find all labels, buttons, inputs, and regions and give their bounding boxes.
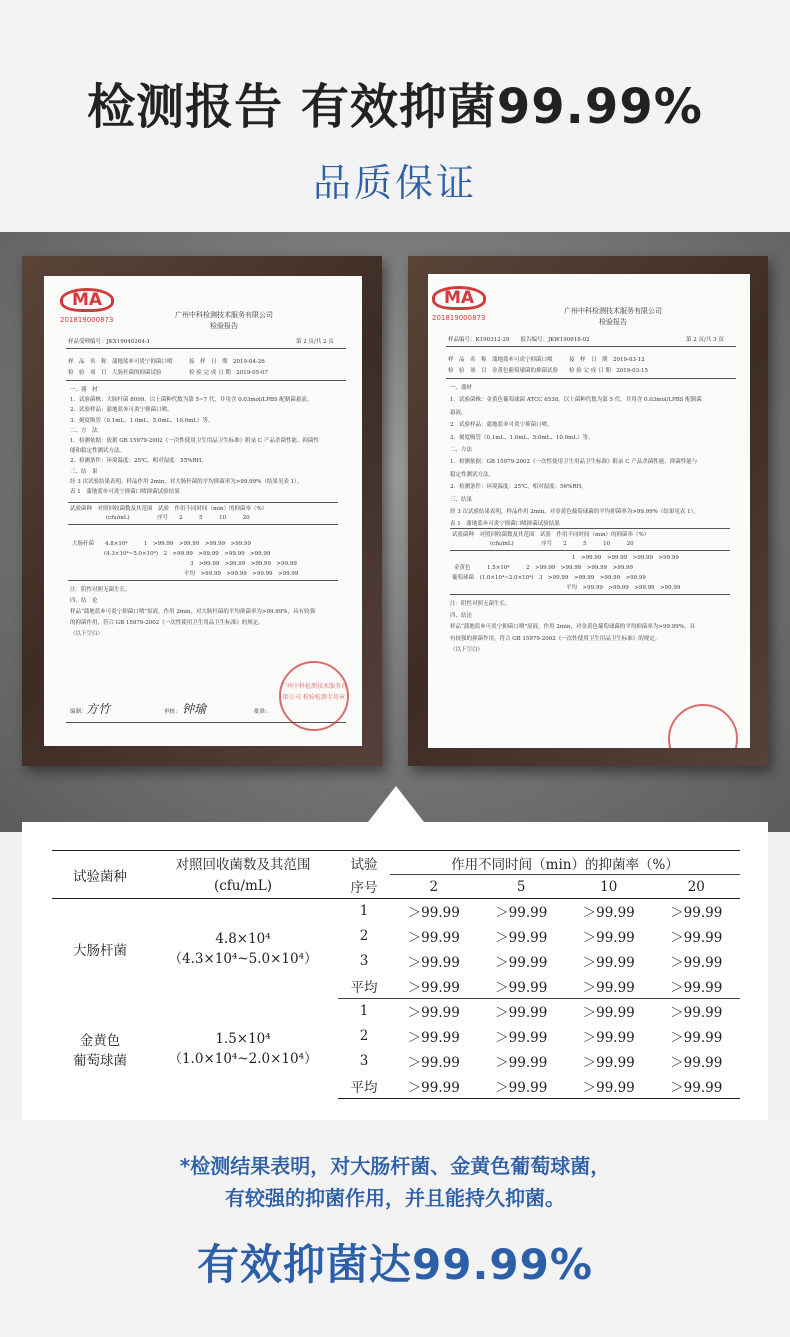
report-text-line: （以下空白） bbox=[450, 647, 484, 654]
signature-compiler: 方竹 bbox=[86, 702, 111, 716]
control-count bbox=[148, 899, 338, 999]
inhibition-rate: ＞99.99 bbox=[407, 1005, 460, 1022]
report-text-line: 2．试验样品：蒲地蓝®可炎宁抑菌口喷。 bbox=[450, 422, 553, 429]
ma-code: 201819000873 bbox=[432, 314, 486, 322]
inhibition-rate: ＞99.99 bbox=[670, 905, 723, 922]
report-text-line: 2．检测条件：环境温度：25℃，相对湿度：56%RH。 bbox=[450, 484, 587, 491]
report-text-line: （以下空白） bbox=[70, 631, 104, 637]
report-text-line: 样品“蒲地蓝®可炎宁抑菌口喷”原液，作用 2min，对金黄色葡萄球菌的平均抑菌率为>99.99%，具 bbox=[450, 624, 695, 631]
report-photo bbox=[0, 232, 790, 832]
inhibition-rate: ＞99.99 bbox=[495, 930, 548, 946]
inhibition-rate: ＞99.99 bbox=[582, 1055, 635, 1071]
inhibition-rate: ＞99.99 bbox=[407, 955, 460, 971]
inhibition-rate: ＞99.99 bbox=[407, 930, 460, 946]
col-control-unit: (cfu/mL) bbox=[148, 875, 338, 899]
signature-reviewer: 钟瑜 bbox=[182, 702, 207, 716]
inhibition-rate: ＞99.99 bbox=[670, 1005, 723, 1022]
inhibition-rate: ＞99.99 bbox=[670, 955, 723, 971]
inspection-stamp bbox=[668, 704, 738, 748]
table-row bbox=[52, 999, 740, 1024]
col-trial-header: 试验 bbox=[338, 851, 390, 875]
report-text-line: 注：阴性对照无菌生长。 bbox=[70, 587, 131, 593]
page-no: 第 2 页/共 3 页 bbox=[686, 337, 724, 343]
inspection-stamp: 广州中科检测技术服务有限公司 检验检测专用章 bbox=[279, 661, 349, 731]
inhibition-rate: ＞99.99 bbox=[582, 905, 635, 922]
inhibition-rate: ＞99.99 bbox=[495, 1005, 548, 1022]
control-count bbox=[148, 999, 338, 1099]
control-range: （4.3×10⁴~5.0×10⁴） bbox=[168, 950, 318, 967]
report-text-line: 悬液。 bbox=[450, 409, 467, 416]
results-table bbox=[52, 850, 740, 1099]
report-text-line: 四、结论 bbox=[450, 612, 473, 619]
inhibition-rate: ＞99.99 bbox=[670, 1030, 723, 1046]
inhibition-rate: ＞99.99 bbox=[495, 1055, 548, 1071]
strain-name-line: 葡萄球菌 bbox=[73, 1052, 127, 1069]
inhibition-rate: ＞99.99 bbox=[565, 974, 652, 999]
report-text-line: 1．检测依据：依据 GB 15979-2002《一次性使用卫生用品卫生标准》附录 C 产品杀菌性能、抑菌性 bbox=[70, 438, 319, 444]
report-text-line: 三、结 果 bbox=[70, 468, 98, 475]
bottom-banner bbox=[0, 1120, 790, 1337]
report-org: 广州中科检测技术服务有限公司 bbox=[564, 307, 662, 315]
inhibition-rate: ＞99.99 bbox=[652, 1074, 740, 1099]
strain-name-line: 大肠杆菌 bbox=[73, 942, 127, 959]
inhibition-rate: ＞99.99 bbox=[390, 1074, 477, 1099]
inhibition-rate: ＞99.99 bbox=[582, 955, 635, 971]
inhibition-rate: ＞99.99 bbox=[407, 1030, 460, 1046]
ma-logo: MA bbox=[60, 288, 114, 312]
report-doc-title: 检验报告 bbox=[599, 318, 627, 326]
inhibition-rate: ＞99.99 bbox=[582, 930, 635, 946]
time-header: 20 bbox=[652, 875, 740, 899]
report-text-line: 二、方法 bbox=[450, 447, 473, 453]
inhibition-rate: ＞99.99 bbox=[652, 974, 740, 999]
sample-no: 样品受理编号：JKX19040264-1 bbox=[68, 339, 151, 345]
strain-name bbox=[52, 899, 148, 999]
sample-row1: 样 品 名 称 蒲地蓝®可炎宁抑菌口喷 接 样 日 期 2019-03-12 bbox=[448, 357, 645, 363]
report-text-line: 一、器 材 bbox=[70, 387, 98, 393]
col-rate-header: 作用不同时间（min）的抑菌率（%） bbox=[390, 851, 740, 875]
inhibition-rate: ＞99.99 bbox=[495, 905, 548, 922]
col-strain-header: 试验菌种 bbox=[52, 851, 148, 899]
report-text-line: 稳定性测试方法。 bbox=[450, 471, 495, 478]
inhibition-rate: ＞99.99 bbox=[390, 974, 477, 999]
inhibition-rate: ＞99.99 bbox=[477, 1074, 564, 1099]
inhibition-rate: ＞99.99 bbox=[495, 1030, 548, 1046]
top-banner bbox=[0, 0, 790, 240]
control-value: 4.8×10⁴ bbox=[215, 930, 271, 947]
report-text-line: 能和稳定性测试方法。 bbox=[70, 448, 126, 455]
final-claim: 有效抑菌达99.99% bbox=[197, 1240, 593, 1289]
report-text-line: 表 1 蒲地蓝®可炎宁抑菌口喷抑菌试验结果 bbox=[70, 489, 180, 495]
sample-row1: 样 品 名 称 蒲地蓝®可炎宁抑菌口喷 接 样 日 期 2019-04-26 bbox=[68, 359, 265, 365]
page-subtitle: 品质保证 bbox=[312, 161, 477, 205]
inhibition-rate: ＞99.99 bbox=[670, 1055, 723, 1071]
ma-logo: MA bbox=[432, 286, 486, 310]
ma-code: 201819000873 bbox=[60, 316, 114, 324]
inhibition-rate: ＞99.99 bbox=[670, 930, 723, 946]
trial-no: 平均 bbox=[338, 974, 390, 999]
left-report-paper: MA 201819000873 广州中科检测技术服务有限公司 检验报告 样品受理编号：JKX19040264-1 第 2 页/共 2 页 样 品 名 称 蒲地蓝®可炎宁抑菌口喷 接 样 日 期 2019-04-26 检 验 项 目 大肠杆菌的抑菌试验 检 验 完 成 日 期 2019-05-07 试验菌种 对照回收菌数及其范围 试验 作用不同时间（min）的抑菌率（%） (cfu/mL) 序号 2 5 10 20 大肠杆菌 4.8×10⁴ 1 >99.99 >99.99 >99.99 >99.99 (4.3×10⁴~5.0×10⁴) 2 >99.99 >99.99 >99.99 >99.99 3 >99.99 >99.99 >99.99 >99.99 平均 >99.99 >99.99 >99.99 >99.99 广州中科检测技术服务有限公司 检验检测专用章 编制： 方竹 审核： 钟瑜 批准： 一、器 材 1．试验菌株：大肠杆菌 8099。以上菌种代数为第 5~7 代，并用含 0.03mol/LPBS 配制菌悬液。 2．试验样品：蒲地蓝®可炎宁抑菌口喷。 3．刻度吸管（0.1mL、1.0mL、5.0mL、10.0mL）等。 二、方 法 1．检测依据：依据 GB 15979-2002《一次性使用卫生用品卫生标准》附录 C 产品杀菌性能、抑菌性 能和稳定性测试方法。 2．检测条件：环境温度：25℃，相对湿度：55%RH。 三、结 果 经 3 次试验结果表明，样品作用 2min，对大肠杆菌的平均抑菌率为>99.99%（结果见表 1）。 表 1 蒲地蓝®可炎宁抑菌口喷抑菌试验结果 注：阴性对照无菌生长。 四、结 论 样品“蒲地蓝®可炎宁抑菌口喷”原液，作用 2min，对大肠杆菌的平均抑菌率为>99.99%，具有较强 的抑菌作用，符合 GB 15979-2002《一次性使用卫生用品卫生标准》的规定。 （以下空白） bbox=[44, 276, 362, 746]
time-header: 5 bbox=[477, 875, 564, 899]
trial-no: 2 bbox=[359, 1028, 369, 1044]
inhibition-rate: ＞99.99 bbox=[477, 974, 564, 999]
report-doc-title: 检验报告 bbox=[210, 322, 238, 330]
report-text-line: 2．试验样品：蒲地蓝®可炎宁抑菌口喷。 bbox=[70, 407, 173, 414]
trial-no: 3 bbox=[359, 1053, 369, 1069]
report-text-line: 样品“蒲地蓝®可炎宁抑菌口喷”原液，作用 2min，对大肠杆菌的平均抑菌率为>99.99%，具有较强 bbox=[70, 609, 315, 615]
control-value: 1.5×10⁴ bbox=[215, 1030, 271, 1047]
sample-no: 样品编号：K190312-29 报告编号：JKW190618-02 bbox=[448, 337, 590, 343]
col-control-header: 对照回收菌数及其范围 bbox=[148, 851, 338, 875]
report-text-line: 3．刻度吸管（0.1mL、1.0mL、5.0mL、10.0mL）等。 bbox=[70, 417, 214, 424]
table-row bbox=[52, 899, 740, 924]
trial-no: 1 bbox=[359, 1003, 369, 1020]
report-text-line: 有较强的抑菌作用，符合 GB 15979-2002《一次性使用卫生用品卫生标准》的规定。 bbox=[450, 635, 661, 642]
report-text-line: 四、结 论 bbox=[70, 598, 98, 604]
trial-no: 平均 bbox=[338, 1074, 390, 1099]
trial-no: 2 bbox=[359, 928, 369, 944]
trial-no: 3 bbox=[359, 953, 369, 969]
report-text-line: 注：阴性对照无菌生长。 bbox=[450, 601, 511, 607]
report-text-line: 1．试验菌株：金黄色葡萄球菌 ATCC 6538。以上菌种代数为第 5 代，并用含 0.03mol/LPBS 配制菌 bbox=[450, 397, 702, 404]
page-no: 第 2 页/共 2 页 bbox=[296, 339, 334, 345]
strain-name bbox=[52, 999, 148, 1099]
report-org: 广州中科检测技术服务有限公司 bbox=[175, 311, 273, 319]
report-text-line: 二、方 法 bbox=[70, 427, 98, 434]
control-range: （1.0×10⁴~2.0×10⁴） bbox=[168, 1050, 318, 1067]
report-text-line: 经 3 次试验结果表明，样品作用 2min，对大肠杆菌的平均抑菌率为>99.99%（结果见表 1）。 bbox=[70, 478, 303, 485]
inhibition-rate: ＞99.99 bbox=[582, 1005, 635, 1022]
right-report-paper: MA 201819000873 广州中科检测技术服务有限公司 检验报告 样品编号：K190312-29 报告编号：JKW190618-02 第 2 页/共 3 页 样 品 名 称 蒲地蓝®可炎宁抑菌口喷 接 样 日 期 2019-03-12 检 验 项 目 金黄色葡萄球菌的抑菌试验 检 验 完 成 日 期 2019-03-15 试验菌种 对照回收菌数及其范围 试验 作用不同时间（min）的抑菌率（%） (cfu/mL) 序号 2 5 10 20 1 >99.99 >99.99 >99.99 >99.99 金黄色 1.5×10⁴ 2 >99.99 >99.99 >99.99 >99.99 葡萄球菌 (1.0×10⁴~2.0×10⁴) 3 >99.99 >99.99 >99.99 >99.99 平均 >99.99 >99.99 >99.99 >99.99 一、器材 1．试验菌株：金黄色葡萄球菌 ATCC 6538。以上菌种代数为第 5 代，并用含 0.03mol/LPBS 配制菌 悬液。 2．试验样品：蒲地蓝®可炎宁抑菌口喷。 3．刻度吸管（0.1mL、1.0mL、5.0mL、10.0mL）等。 二、方法 1．检测依据：GB 15979-2002《一次性使用卫生用品卫生标准》附录 C 产品杀菌性能、抑菌性能与 稳定性测试方法。 2．检测条件：环境温度：25℃，相对湿度：56%RH。 三、结果 经 3 次试验结果表明，样品作用 2min，对金黄色葡萄球菌的平均抑菌率为>99.99%（结果见表 1）。 表 1 蒲地蓝®可炎宁抑菌口喷抑菌试验结果 注：阴性对照无菌生长。 四、结论 样品“蒲地蓝®可炎宁抑菌口喷”原液，作用 2min，对金黄色葡萄球菌的平均抑菌率为>99.99%，具 有较强的抑菌作用，符合 GB 15979-2002《一次性使用卫生用品卫生标准》的规定。 （以下空白） bbox=[428, 274, 750, 748]
callout-pointer bbox=[368, 786, 424, 822]
inhibition-rate: ＞99.99 bbox=[565, 1074, 652, 1099]
result-note-line1: *检测结果表明，对大肠杆菌、金黄色葡萄球菌， bbox=[179, 1154, 611, 1178]
left-frame bbox=[22, 256, 382, 766]
report-text-line: 1．试验菌株：大肠杆菌 8099。以上菌种代数为第 5~7 代，并用含 0.03mol/LPBS 配制菌悬液。 bbox=[70, 397, 313, 404]
right-frame bbox=[408, 256, 768, 766]
page-title: 检测报告 有效抑菌99.99% bbox=[87, 79, 703, 135]
report-text-line: 1．检测依据：GB 15979-2002《一次性使用卫生用品卫生标准》附录 C 产品杀菌性能、抑菌性能与 bbox=[450, 459, 698, 466]
sample-row2: 检 验 项 目 大肠杆菌的抑菌试验 检 验 完 成 日 期 2019-05-07 bbox=[68, 370, 268, 376]
sample-row2: 检 验 项 目 金黄色葡萄球菌的抑菌试验 检 验 完 成 日 期 2019-03-15 bbox=[448, 368, 648, 374]
report-text-line: 的抑菌作用，符合 GB 15979-2002《一次性使用卫生用品卫生标准》的规定。 bbox=[70, 620, 264, 626]
inhibition-rate: ＞99.99 bbox=[407, 1055, 460, 1071]
report-text-line: 2．检测条件：环境温度：25℃，相对湿度：55%RH。 bbox=[70, 458, 207, 465]
col-trial-header2: 序号 bbox=[338, 875, 390, 899]
report-text-line: 三、结果 bbox=[450, 496, 473, 503]
strain-name-line: 金黄色 bbox=[79, 1032, 121, 1049]
report-text-line: 表 1 蒲地蓝®可炎宁抑菌口喷抑菌试验结果 bbox=[450, 521, 560, 528]
trial-no: 1 bbox=[359, 903, 369, 920]
report-text-line: 一、器材 bbox=[450, 385, 473, 391]
result-note-line2: 有较强的抑菌作用，并且能持久抑菌。 bbox=[225, 1186, 565, 1210]
time-header: 2 bbox=[390, 875, 477, 899]
inhibition-rate: ＞99.99 bbox=[407, 905, 460, 922]
inhibition-rate: ＞99.99 bbox=[582, 1030, 635, 1046]
report-text-line: 3．刻度吸管（0.1mL、1.0mL、5.0mL、10.0mL）等。 bbox=[450, 434, 594, 441]
time-header: 10 bbox=[565, 875, 652, 899]
report-text-line: 经 3 次试验结果表明，样品作用 2min，对金黄色葡萄球菌的平均抑菌率为>99.99%（结果见表 1）。 bbox=[450, 509, 699, 515]
inhibition-rate: ＞99.99 bbox=[495, 955, 548, 971]
